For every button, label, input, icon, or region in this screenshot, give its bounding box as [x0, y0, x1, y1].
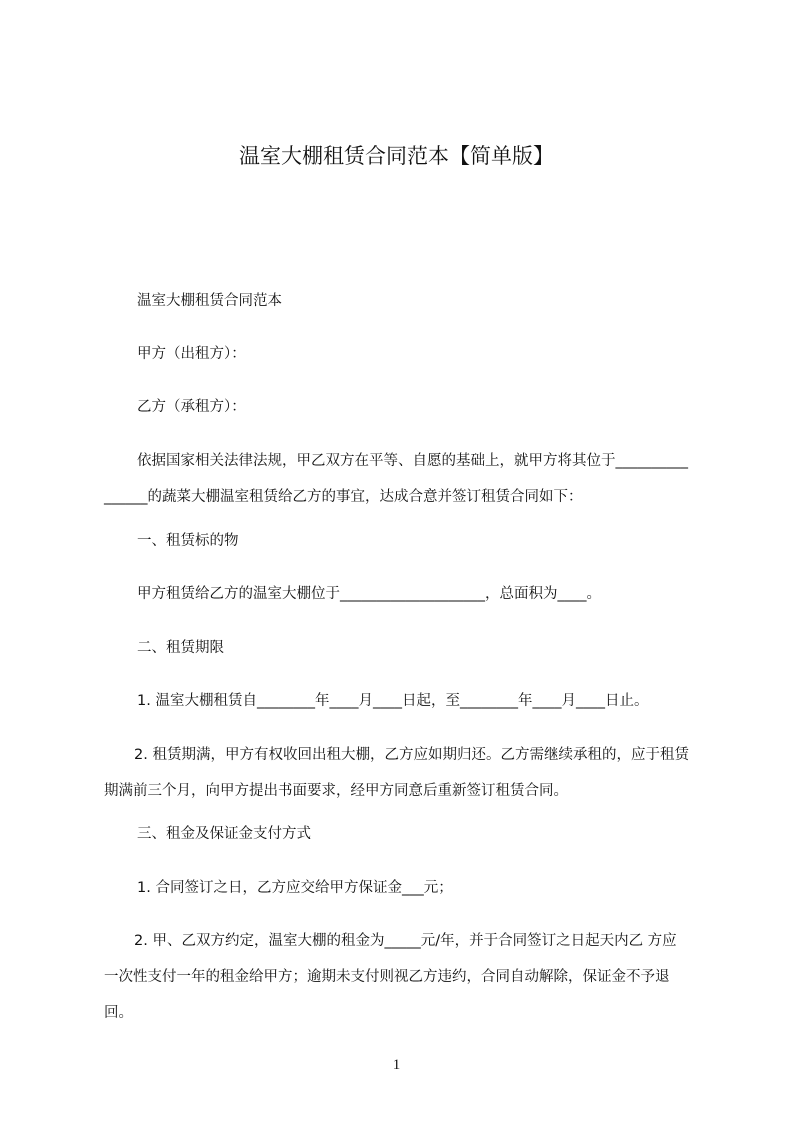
section-heading-1: 一、租赁标的物	[137, 533, 239, 549]
party-b-line: 乙方（承租方）：	[137, 399, 246, 415]
clause-1-text: 甲方租赁给乙方的温室大棚位于____________________，总面积为____。	[137, 586, 601, 602]
clause-3-2-text: 2. 甲、乙双方约定，温室大棚的租金为_____元/年，并于合同签订之日起天内乙 方应一次性支付一年的租金给甲方；逾期未支付则视乙方违约，合同自动解除，保证金不予退回。	[104, 933, 677, 1021]
page-number: 1	[392, 1057, 401, 1073]
section-heading-2: 二、租赁期限	[137, 640, 224, 656]
clause-2-2-text: 2. 租赁期满，甲方有权收回出租大棚，乙方应如期归还。乙方需继续承租的，应于租赁期满前三个月，向甲方提出书面要求，经甲方同意后重新签订租赁合同。	[104, 747, 689, 799]
clause-2-1-text: 1. 温室大棚租赁自________年____月____日起，至________年____月____日止。	[137, 693, 649, 709]
section-heading-3: 三、租金及保证金支付方式	[137, 826, 311, 842]
party-a-line: 甲方（出租方）：	[137, 346, 246, 362]
clause-3-1-text: 1. 合同签订之日，乙方应交给甲方保证金___元；	[137, 880, 453, 896]
document-title: 温室大棚租赁合同范本【简单版】	[239, 144, 554, 168]
preamble-paragraph: 依据国家相关法律法规，甲乙双方在平等、自愿的基础上，就甲方将其位于________________的蔬菜大棚温室租赁给乙方的事宜，达成合意并签订租赁合同如下：	[104, 453, 688, 505]
contract-subtitle: 温室大棚租赁合同范本	[137, 293, 282, 309]
